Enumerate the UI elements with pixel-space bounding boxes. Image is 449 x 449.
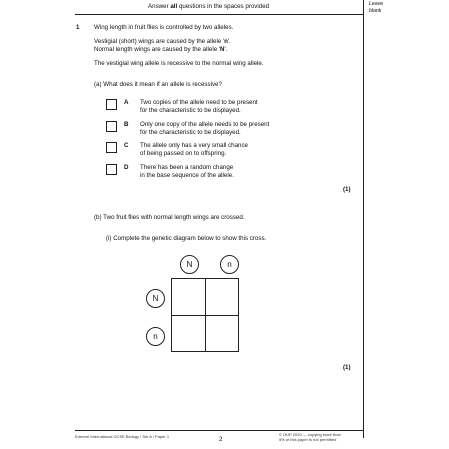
option-c-checkbox[interactable] bbox=[106, 142, 117, 153]
page-number: 2 bbox=[219, 436, 223, 443]
side-allele-circle-1: N bbox=[146, 289, 165, 308]
normal-allele-text: Normal length wings are caused by the allele 'N'. bbox=[94, 46, 228, 53]
right-margin-line bbox=[363, 0, 364, 438]
punnett-square bbox=[171, 278, 239, 352]
option-b-letter: B bbox=[124, 121, 129, 128]
vestigial-allele-text: Vestigial (short) wings are caused by the allele 'n'. bbox=[94, 38, 231, 45]
option-d-checkbox[interactable] bbox=[106, 164, 117, 175]
part-b-marks: (1) bbox=[343, 364, 351, 371]
header-rule bbox=[75, 14, 363, 15]
top-allele-circle-2: n bbox=[220, 255, 239, 274]
option-b-checkbox[interactable] bbox=[106, 121, 117, 132]
footer-right: © OUP 2020 — copying more than 5% of this paper is not permitted bbox=[279, 432, 341, 442]
part-b-prompt: (b) Two fruit flies with normal length wings are crossed. bbox=[94, 214, 245, 221]
part-a-marks: (1) bbox=[343, 186, 351, 193]
instruction-header: Answer all questions in the spaces provided bbox=[148, 3, 270, 10]
part-a-prompt: (a) What does it mean if an allele is recessive? bbox=[94, 81, 222, 88]
leave-blank-label: Leave blank bbox=[369, 1, 384, 14]
option-a-text: Two copies of the allele need to be present for the characteristic to be displayed. bbox=[140, 99, 258, 114]
option-d-text: There has been a random change in the base sequence of the allele. bbox=[140, 164, 234, 179]
part-b-i-prompt: (i) Complete the genetic diagram below to show this cross. bbox=[106, 235, 267, 242]
side-allele-circle-2: n bbox=[146, 327, 165, 346]
question-number: 1 bbox=[76, 24, 80, 31]
option-a-letter: A bbox=[124, 99, 129, 106]
footer-rule bbox=[75, 430, 363, 431]
question-intro: Wing length in fruit flies is controlled by two alleles. bbox=[94, 24, 234, 31]
footer-left: Edexcel International GCSE Biology / Set A / Paper 1 bbox=[75, 434, 170, 439]
option-d-letter: D bbox=[124, 164, 129, 171]
option-c-text: The allele only has a very small chance of being passed on to offspring. bbox=[140, 142, 248, 157]
option-c-letter: C bbox=[124, 142, 129, 149]
top-allele-circle-1: N bbox=[180, 255, 199, 274]
option-a-checkbox[interactable] bbox=[106, 99, 117, 110]
recessive-note: The vestigial wing allele is recessive to the normal wing allele. bbox=[94, 60, 264, 67]
punnett-horizontal-divider bbox=[172, 315, 238, 316]
option-b-text: Only one copy of the allele needs to be present for the characteristic to be displayed. bbox=[140, 121, 270, 136]
